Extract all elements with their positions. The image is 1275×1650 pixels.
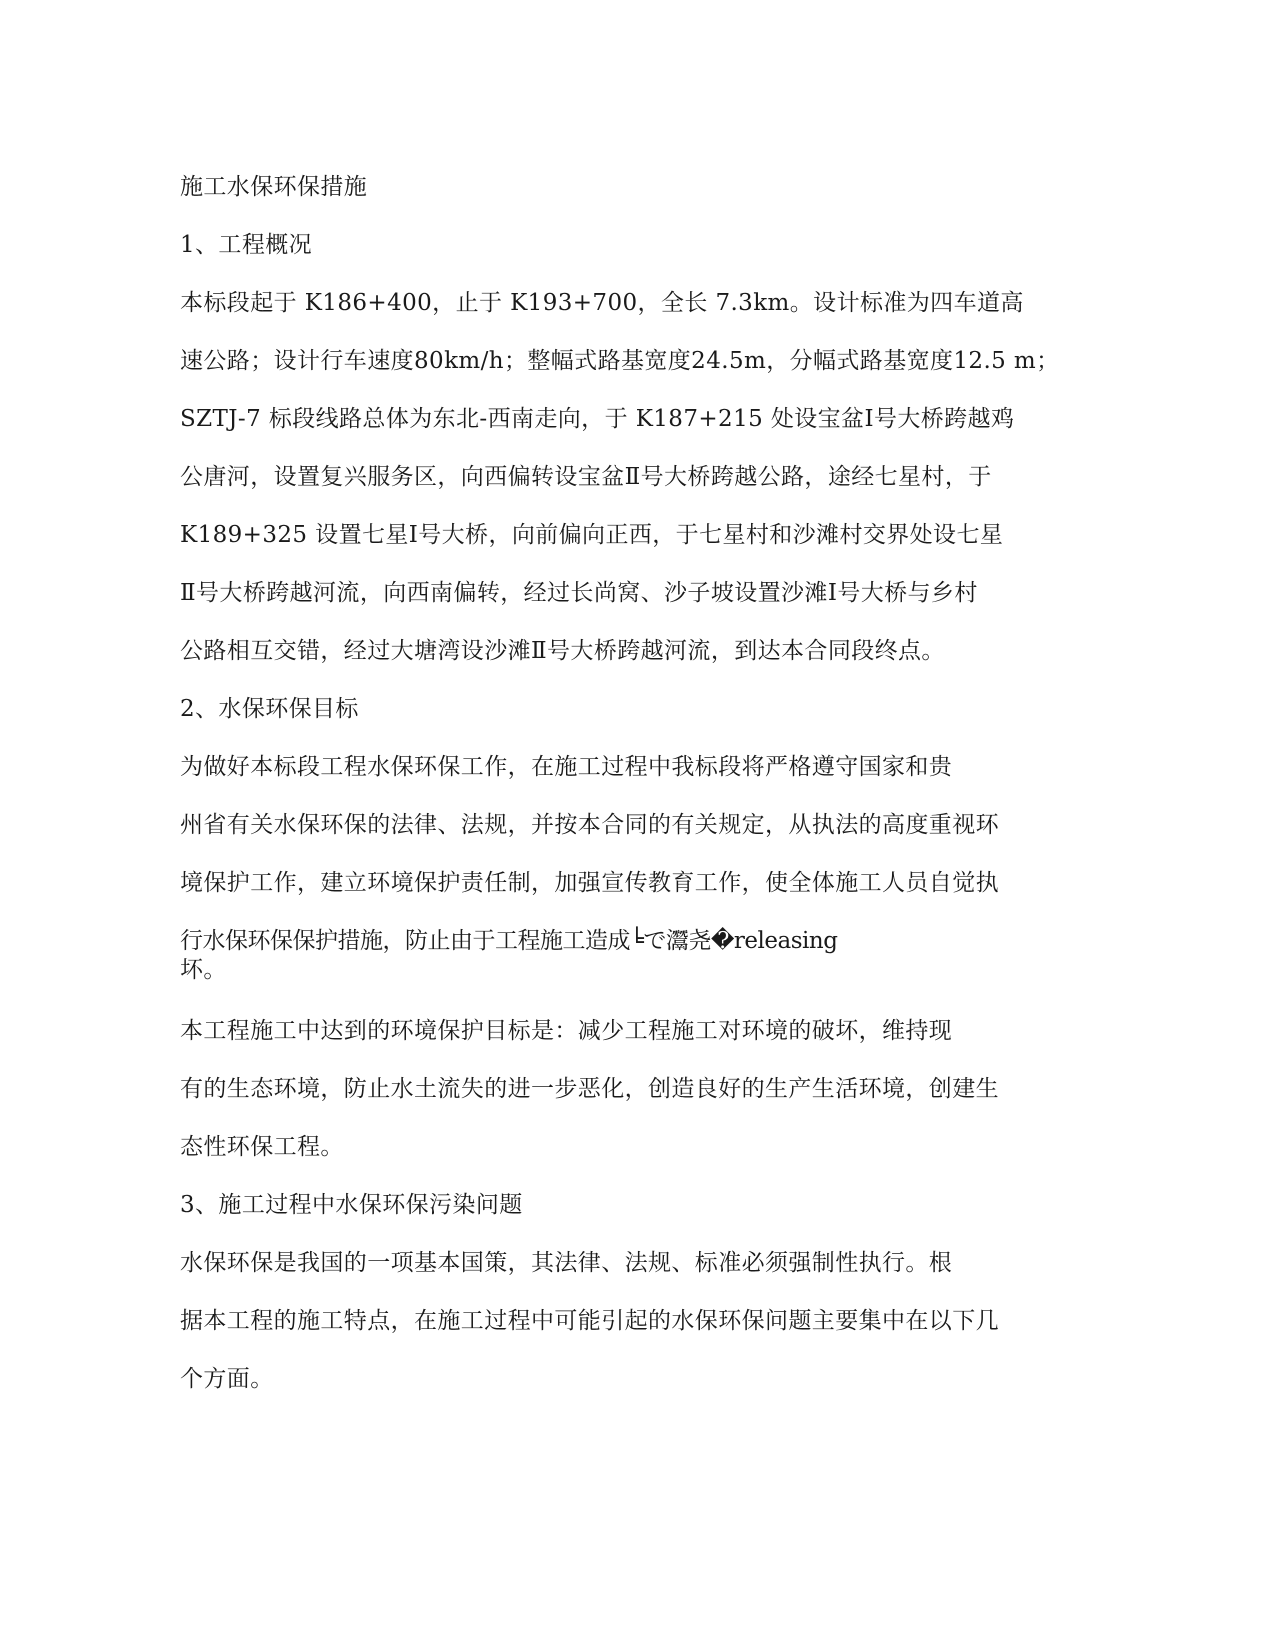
section-3-heading: 3、施工过程中水保环保污染问题 — [180, 1192, 523, 1218]
document-title: 施工水保环保措施 — [180, 174, 368, 200]
section-1-line-2: 速公路；设计行车速度80km/h；整幅式路基宽度24.5m，分幅式路基宽度12.5 m； — [180, 348, 1060, 374]
section-2-heading: 2、水保环保目标 — [180, 696, 359, 722]
section-2-para-1-line-5: 坏。 — [180, 957, 227, 983]
section-2-para-1-line-3: 境保护工作，建立环境保护责任制，加强宣传教育工作，使全体施工人员自觉执 — [180, 870, 999, 896]
section-1-line-4: 公唐河，设置复兴服务区，向西偏转设宝盆Ⅱ号大桥跨越公路，途经七星村，于 — [180, 464, 992, 490]
section-2-para-2-line-3: 态性环保工程。 — [180, 1134, 344, 1160]
section-1-line-3: SZTJ-7 标段线路总体为东北-西南走向，于 K187+215 处设宝盆Ⅰ号大桥跨越鸡 — [180, 406, 1015, 432]
section-1-heading: 1、工程概况 — [180, 232, 313, 258]
section-2-para-2-line-1: 本工程施工中达到的环境保护目标是：减少工程施工对环境的破坏，维持现 — [180, 1018, 953, 1044]
section-2-para-1-line-1: 为做好本标段工程水保环保工作，在施工过程中我标段将严格遵守国家和贵 — [180, 754, 953, 780]
section-1-line-7: 公路相互交错，经过大塘湾设沙滩Ⅱ号大桥跨越河流，到达本合同段终点。 — [180, 638, 945, 664]
section-2-para-1-line-2: 州省有关水保环保的法律、法规，并按本合同的有关规定，从执法的高度重视环 — [180, 812, 999, 838]
section-3-line-2: 据本工程的施工特点，在施工过程中可能引起的水保环保问题主要集中在以下几 — [180, 1308, 999, 1334]
section-3-line-3: 个方面。 — [180, 1366, 274, 1392]
section-2-para-2-line-2: 有的生态环境，防止水土流失的进一步恶化，创造良好的生产生活环境，创建生 — [180, 1076, 999, 1102]
section-1-line-1: 本标段起于 K186+400，止于 K193+700，全长 7.3km。设计标准为四车道高 — [180, 290, 1024, 316]
section-1-line-6: Ⅱ号大桥跨越河流，向西南偏转，经过长尚窝、沙子坡设置沙滩Ⅰ号大桥与乡村 — [180, 580, 978, 606]
section-3-line-1: 水保环保是我国的一项基本国策，其法律、法规、标准必须强制性执行。根 — [180, 1250, 953, 1276]
section-2-para-1-line-4: 行水保环保保护措施，防止由于工程施工造成╘で灊尧�releasing — [180, 928, 838, 954]
section-1-line-5: K189+325 设置七星Ⅰ号大桥，向前偏向正西，于七星村和沙滩村交界处设七星 — [180, 522, 1004, 548]
